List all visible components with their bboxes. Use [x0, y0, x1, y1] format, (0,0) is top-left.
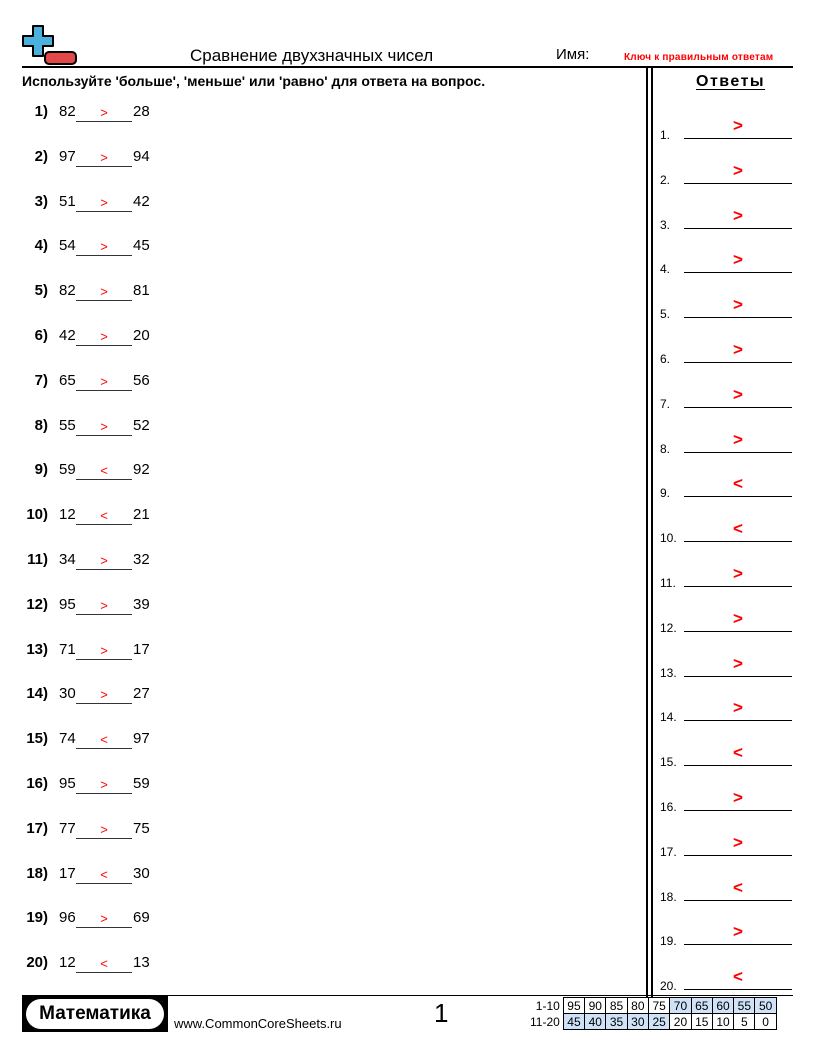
- score-cell: 0: [755, 1014, 776, 1030]
- right-number: 81: [133, 282, 150, 300]
- problem-row: [0, 506, 200, 528]
- answer-number: 20.: [660, 979, 677, 994]
- answer-number: 16.: [660, 800, 677, 814]
- problem-row: [0, 237, 200, 259]
- answer-value: >: [733, 250, 743, 270]
- problem-row: [0, 193, 200, 215]
- score-cell: 75: [649, 998, 670, 1014]
- right-number: 13: [133, 954, 150, 972]
- problem-row: [0, 282, 200, 304]
- comparison-symbol: >: [100, 149, 108, 165]
- score-cell: 85: [606, 998, 627, 1014]
- answer-value: >: [733, 295, 743, 315]
- answer-value: <: [733, 967, 743, 987]
- problem-number: 1): [34, 103, 48, 120]
- answer-blank[interactable]: [76, 927, 132, 928]
- answer-line: [684, 989, 792, 990]
- answer-column-divider: [646, 67, 648, 997]
- left-number: 17: [59, 864, 76, 882]
- problem-number: 5): [34, 282, 48, 300]
- left-number: 59: [59, 461, 76, 479]
- score-cell: 60: [712, 998, 733, 1014]
- problem-number: 6): [34, 327, 48, 344]
- answer-line: [684, 452, 792, 453]
- answer-number: 5.: [660, 307, 671, 322]
- answer-line: [684, 720, 792, 721]
- answer-blank[interactable]: [76, 345, 132, 346]
- answer-line: [684, 855, 792, 856]
- left-number: 96: [59, 909, 76, 927]
- problem-number: 13): [26, 640, 48, 658]
- problem-number: 16): [26, 775, 48, 792]
- comparison-symbol: <: [100, 463, 108, 479]
- score-cell: 70: [670, 998, 691, 1014]
- left-number: 95: [59, 595, 76, 613]
- answer-key-item: [660, 160, 800, 189]
- answer-key-item: [660, 519, 800, 547]
- answer-value: >: [733, 205, 743, 225]
- score-cell: 55: [734, 998, 755, 1014]
- answer-number: 13.: [660, 665, 677, 680]
- answer-blank[interactable]: [76, 883, 132, 884]
- score-cell: 25: [649, 1014, 670, 1030]
- answer-line: [684, 496, 792, 497]
- comparison-symbol: >: [100, 597, 108, 613]
- problem-row: [0, 461, 200, 483]
- answer-line: [684, 586, 792, 587]
- right-number: 32: [133, 551, 150, 568]
- comparison-symbol: <: [100, 956, 108, 972]
- answer-value: <: [733, 519, 743, 539]
- site-url: www.CommonCoreSheets.ru: [174, 1016, 342, 1031]
- comparison-symbol: <: [100, 508, 108, 524]
- right-number: 92: [133, 461, 150, 479]
- left-number: 95: [59, 775, 76, 792]
- answer-line: [684, 900, 792, 901]
- score-range-label: 1-10: [535, 998, 560, 1013]
- answer-number: 10.: [660, 531, 677, 546]
- answer-number: 1.: [660, 128, 671, 142]
- answer-key-item: [660, 295, 800, 323]
- problem-number: 19): [26, 909, 48, 927]
- answer-number: 17.: [660, 844, 677, 859]
- answer-key-label: Ключ к правильным ответам: [624, 52, 774, 63]
- answer-line: [684, 317, 792, 318]
- comparison-symbol: >: [100, 777, 108, 792]
- answer-number: 7.: [660, 396, 671, 411]
- answer-value: >: [733, 564, 743, 583]
- right-number: 28: [133, 103, 150, 120]
- answer-line: [684, 944, 792, 945]
- answer-line: [684, 631, 792, 632]
- answer-line: [684, 362, 792, 363]
- score-cell: 30: [627, 1014, 648, 1030]
- right-number: 69: [133, 909, 150, 927]
- answer-key-item: [660, 340, 800, 368]
- problem-row: [0, 820, 200, 842]
- problem-row: [0, 372, 200, 394]
- answer-line: [684, 272, 792, 273]
- right-number: 27: [133, 685, 150, 703]
- answer-value: <: [733, 877, 743, 897]
- answer-value: >: [733, 160, 743, 180]
- answer-number: 11.: [660, 576, 676, 590]
- left-number: 34: [59, 551, 76, 568]
- comparison-symbol: >: [100, 553, 108, 568]
- problem-number: 3): [34, 192, 48, 210]
- answer-blank[interactable]: [76, 300, 132, 301]
- answer-line: [684, 407, 792, 408]
- problem-number: 8): [34, 416, 48, 434]
- answer-key-item: [660, 384, 800, 413]
- score-row: [528, 1014, 776, 1030]
- score-cell: 15: [691, 1014, 712, 1030]
- answer-line: [684, 541, 792, 542]
- problem-row: [0, 103, 200, 125]
- answer-blank[interactable]: [76, 659, 132, 660]
- comparison-symbol: >: [100, 284, 108, 300]
- left-number: 77: [59, 819, 76, 837]
- answer-blank[interactable]: [76, 793, 132, 794]
- answer-key-item: [660, 922, 800, 950]
- answer-line: [684, 810, 792, 811]
- problem-number: 20): [26, 954, 48, 972]
- score-cell: 20: [670, 1014, 691, 1030]
- score-range-label: 11-20: [530, 1014, 560, 1029]
- score-cell: 40: [585, 1014, 606, 1030]
- answer-value: >: [733, 384, 743, 404]
- brand-label: Математика: [26, 999, 164, 1029]
- comparison-symbol: <: [100, 866, 108, 882]
- right-number: 97: [133, 730, 150, 748]
- score-cell: 95: [563, 998, 584, 1014]
- problem-row: [0, 865, 200, 887]
- right-number: 52: [133, 416, 150, 434]
- problem-number: 12): [26, 595, 48, 613]
- answer-value: <: [733, 474, 743, 494]
- answer-key-item: [660, 877, 800, 906]
- score-cell: 50: [755, 998, 776, 1014]
- problem-number: 15): [26, 730, 48, 748]
- answer-key-item: [660, 653, 800, 682]
- comparison-symbol: >: [100, 329, 108, 344]
- problem-number: 4): [34, 237, 48, 255]
- score-cell: 35: [606, 1014, 627, 1030]
- right-number: 42: [133, 192, 150, 210]
- left-number: 51: [59, 192, 76, 210]
- comparison-symbol: >: [100, 418, 108, 434]
- answer-blank[interactable]: [76, 435, 132, 436]
- answer-key-item: [660, 250, 800, 278]
- left-number: 12: [59, 954, 76, 972]
- left-number: 74: [59, 730, 76, 748]
- answers-title: Ответы: [696, 73, 766, 90]
- score-cell: 65: [691, 998, 712, 1014]
- answer-blank[interactable]: [76, 390, 132, 391]
- comparison-symbol: >: [100, 687, 108, 703]
- left-number: 71: [59, 640, 76, 658]
- right-number: 75: [133, 819, 150, 837]
- comparison-symbol: >: [100, 642, 108, 658]
- answer-value: >: [733, 116, 743, 135]
- answer-key-item: [660, 474, 800, 502]
- answer-value: >: [733, 429, 743, 449]
- comparison-symbol: >: [100, 105, 108, 120]
- right-number: 17: [133, 640, 150, 658]
- problem-row: [0, 641, 200, 663]
- answer-line: [684, 138, 792, 139]
- answer-key-item: [660, 743, 800, 771]
- plus-minus-logo-icon: [22, 24, 80, 68]
- answer-value: >: [733, 340, 743, 359]
- answer-number: 18.: [660, 889, 677, 904]
- answer-number: 4.: [660, 262, 671, 277]
- answer-key-item: [660, 205, 800, 234]
- answer-blank[interactable]: [76, 614, 132, 615]
- right-number: 59: [133, 775, 150, 792]
- answer-blank[interactable]: [76, 703, 132, 704]
- left-number: 65: [59, 371, 76, 389]
- answer-blank[interactable]: [76, 479, 132, 480]
- left-number: 42: [59, 327, 76, 344]
- answer-number: 12.: [660, 620, 677, 635]
- header-rule: [22, 66, 793, 68]
- name-label: Имя:: [556, 46, 590, 63]
- comparison-symbol: >: [100, 821, 108, 837]
- right-number: 20: [133, 327, 150, 344]
- answer-blank[interactable]: [76, 569, 132, 570]
- problem-row: [0, 596, 200, 618]
- instructions: Используйте 'больше', 'меньше' или 'равно' для ответа на вопрос.: [22, 73, 486, 89]
- right-number: 30: [133, 864, 150, 882]
- problem-number: 9): [34, 461, 48, 479]
- answer-value: >: [733, 788, 743, 807]
- left-number: 12: [59, 506, 76, 524]
- left-number: 54: [59, 237, 76, 255]
- score-cell: 5: [734, 1014, 755, 1030]
- answer-line: [684, 183, 792, 184]
- answer-number: 19.: [660, 934, 677, 949]
- answer-line: [684, 765, 792, 766]
- problem-number: 14): [26, 685, 48, 703]
- score-cell: 90: [585, 998, 606, 1014]
- answer-key-item: [660, 429, 800, 458]
- right-number: 45: [133, 237, 150, 255]
- problem-row: [0, 909, 200, 931]
- problem-number: 10): [26, 506, 48, 524]
- left-number: 82: [59, 282, 76, 300]
- score-cell: 45: [563, 1014, 584, 1030]
- problem-row: [0, 730, 200, 752]
- answer-value: <: [733, 743, 743, 763]
- answer-blank[interactable]: [76, 524, 132, 525]
- problem-number: 11): [27, 551, 48, 568]
- left-number: 55: [59, 416, 76, 434]
- answer-blank[interactable]: [76, 972, 132, 973]
- comparison-symbol: <: [100, 732, 108, 748]
- page-number: 1: [434, 998, 449, 1028]
- problem-number: 17): [26, 819, 48, 837]
- problem-row: [0, 327, 200, 349]
- answer-value: >: [733, 922, 743, 942]
- answer-key-item: [660, 608, 800, 637]
- problem-row: [0, 685, 200, 707]
- problem-row: [0, 551, 200, 573]
- answer-value: >: [733, 608, 743, 628]
- answer-blank[interactable]: [76, 748, 132, 749]
- answer-blank[interactable]: [76, 211, 132, 212]
- right-number: 94: [133, 147, 150, 165]
- score-cell: 80: [627, 998, 648, 1014]
- comparison-symbol: >: [100, 911, 108, 927]
- answer-value: >: [733, 653, 743, 673]
- answer-key-item: [660, 967, 800, 995]
- answer-number: 8.: [660, 441, 671, 456]
- answer-key-item: [660, 564, 800, 592]
- answer-line: [684, 228, 792, 229]
- problem-row: [0, 417, 200, 439]
- answer-number: 9.: [660, 486, 671, 501]
- answer-number: 3.: [660, 217, 671, 232]
- score-row: [528, 998, 776, 1014]
- right-number: 39: [133, 595, 150, 613]
- score-table: [528, 997, 777, 1030]
- left-number: 97: [59, 147, 76, 165]
- answer-key-item: [660, 698, 800, 726]
- answer-blank[interactable]: [76, 121, 132, 122]
- comparison-symbol: >: [100, 194, 108, 210]
- problem-row: [0, 148, 200, 170]
- answer-key-item: [660, 788, 800, 816]
- answer-number: 6.: [660, 352, 671, 366]
- right-number: 56: [133, 371, 150, 389]
- problem-row: [0, 775, 200, 797]
- answer-value: >: [733, 698, 743, 718]
- brand-badge: [22, 996, 168, 1032]
- comparison-symbol: >: [100, 373, 108, 389]
- problem-number: 18): [26, 864, 48, 882]
- answer-number: 14.: [660, 710, 677, 725]
- answer-key-item: [660, 116, 800, 144]
- answer-blank[interactable]: [76, 166, 132, 167]
- worksheet-title: Сравнение двухзначных чисел: [190, 46, 434, 65]
- problem-number: 2): [34, 147, 48, 165]
- score-cell: 10: [712, 1014, 733, 1030]
- answer-number: 15.: [660, 755, 677, 770]
- problem-number: 7): [34, 371, 48, 389]
- answer-value: >: [733, 832, 743, 852]
- left-number: 82: [59, 103, 76, 120]
- right-number: 21: [133, 506, 150, 524]
- answer-blank[interactable]: [76, 255, 132, 256]
- comparison-symbol: >: [100, 239, 108, 255]
- answer-column-divider: [651, 67, 653, 997]
- answer-blank[interactable]: [76, 838, 132, 839]
- problem-row: [0, 954, 200, 976]
- left-number: 30: [59, 685, 76, 703]
- answer-number: 2.: [660, 172, 671, 187]
- answer-key-item: [660, 832, 800, 861]
- answer-line: [684, 676, 792, 677]
